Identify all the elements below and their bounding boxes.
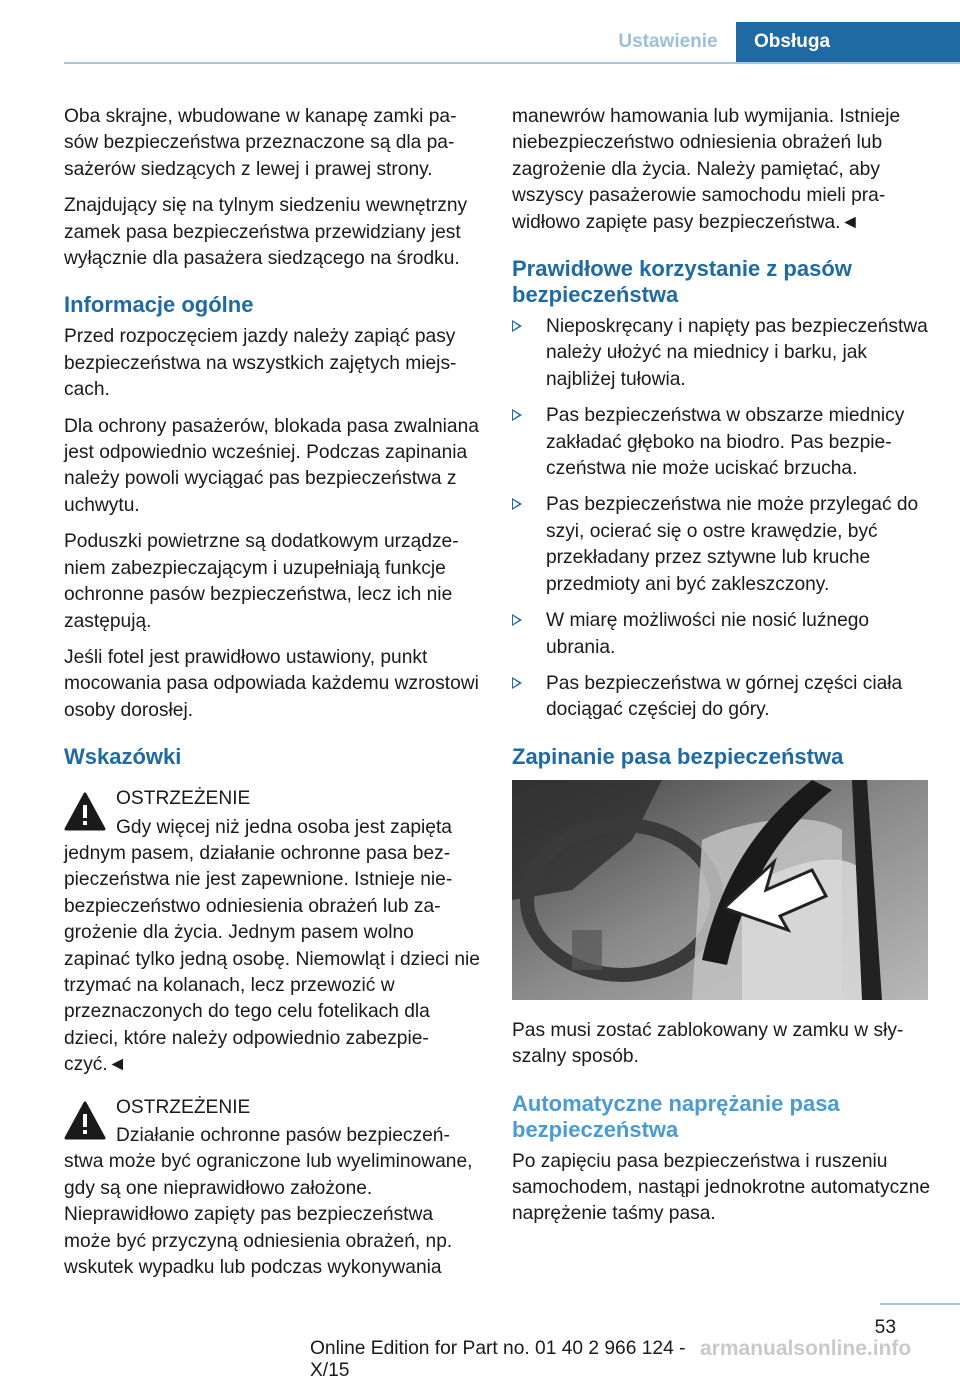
tab-obsluga[interactable]: Obsługa [736,22,960,62]
list-item [512,403,932,482]
paragraph: manewrów hamowania lub wymijania. Istnieje niebezpieczeństwo odniesienia obrażeń lub zagrożenie dla życia. Należy pamiętać, aby wszyscy pasażerowie samochodu mieli prawidłowo zapięte pasy bezpieczeństwa.◄ [512,106,901,233]
paragraph: Po zapięciu pasa bezpieczeństwa i ruszeniu samochodem, nastąpi jednokrotne automatyczne naprężenie taśmy pasa. [512,1150,931,1225]
triangle-bullet-icon [512,614,522,626]
list-item [512,608,932,661]
watermark: armanualsonline.info [700,1337,912,1360]
heading-general-info: Informacje ogólne [64,292,254,318]
footer-rule [880,1303,960,1305]
triangle-bullet-icon [512,498,522,510]
right-column [512,104,932,1238]
list-item [512,671,932,724]
warning-block [64,1095,480,1282]
list-item-text: Pas bezpieczeństwa w górnej części ciała dociągać częściej do góry. [546,672,903,721]
tab-ustawienie[interactable]: Ustawienie [600,22,736,62]
paragraph: Jeśli fotel jest prawidłowo ustawiony, punkt mocowania pasa odpowiada każdemu wzrostowi osoby dorosłej. [64,646,479,721]
paragraph: Poduszki powietrzne są dodatkowym urządzeniem zabezpieczającym i uzupełniają funkcje ochronne pasów bezpieczeństwa, lecz ich nie zastępują. [64,531,459,632]
paragraph: Pas musi zostać zablokowany w zamku w słyszalny sposób. [512,1019,904,1068]
warning-text: Działanie ochronne pasów bezpieczeństwa może być ograniczone lub wyeliminowane, gdy są one nieprawidłowo założone. Nieprawidłowo zapięty pas bezpieczeństwa może być przyczyną odniesienia obrażeń, np. wskutek wypadku lub podczas wykonywania [64,1125,473,1279]
list-item-text: Pas bezpieczeństwa nie może przylegać do szyi, ocierać się o ostre krawędzie, być przekładany przez sztywne lub kruche przedmioty ani być zakleszczony. [546,494,919,595]
warning-title: OSTRZEŻENIE [116,788,251,810]
list-item-text: Nieposkręcany i napięty pas bezpieczeństwa należy ułożyć na miednicy i barku, jak najbliżej tułowia. [546,316,928,390]
warning-block [64,786,480,1078]
page-number: 53 [874,1317,896,1338]
list-item [512,314,932,393]
triangle-bullet-icon [512,320,522,332]
warning-title: OSTRZEŻENIE [116,1096,251,1118]
paragraph: Znajdujący się na tylnym siedzeniu wewnętrzny zamek pasa bezpieczeństwa przewidziany jest wyłącznie dla pasażera siedzącego na środku. [64,195,468,270]
warning-icon [64,1101,106,1141]
warning-text: Gdy więcej niż jedna osoba jest zapięta jednym pasem, działanie ochronne pasa bezpieczeństwa nie jest zapewnione. Istnieje niebezpieczeństwo odniesienia obrażeń lub zagrożenie dla życia. Jednym pasem wolno zapinać tylko jedną osobę. Niemowląt i dzieci nie trzymać na kolanach, lecz przewozić w przeznaczonych do tego celu fotelikach dla dzieci, które należy odpowiednio zabezpieczyć.◄ [64,816,480,1076]
paragraph: Dla ochrony pasażerów, blokada pasa zwalniana jest odpowiednio wcześniej. Podczas zapinania należy powoli wyciągać pas bezpieczeństwa z uchwytu. [64,415,479,516]
list-item [512,492,932,598]
triangle-bullet-icon [512,677,522,689]
list-item-text: W miarę możliwości nie nosić luźnego ubrania. [546,610,870,658]
heading-tips: Wskazówki [64,744,182,770]
paragraph: Przed rozpoczęciem jazdy należy zapiąć pasy bezpieczeństwa na wszystkich zajętych miejscach. [64,326,457,401]
paragraph: Oba skrajne, wbudowane w kanapę zamki pasów bezpieczeństwa przeznaczone są dla pasażerów siedzących z lewej i prawej strony. [64,106,457,180]
heading-correct-use: Prawidłowe korzystanie z pasów bezpieczeństwa [512,256,852,308]
seatbelt-photo-illustration [512,780,928,1000]
seatbelt-photo [512,780,928,1000]
triangle-bullet-icon [512,409,522,421]
header-rule [64,62,960,64]
warning-icon [64,792,106,832]
heading-auto-tension: Automatyczne naprężanie pasa bezpieczeństwa [512,1090,840,1142]
bullet-list [512,314,932,724]
left-column [64,104,480,1291]
list-item-text: Pas bezpieczeństwa w obszarze miednicy zakładać głęboko na biodro. Pas bezpieczeństwa nie może uciskać brzucha. [546,405,905,480]
heading-fastening: Zapinanie pasa bezpieczeństwa [512,743,844,769]
footer-edition: Online Edition for Part no. 01 40 2 966 124 - X/15 [310,1338,686,1381]
